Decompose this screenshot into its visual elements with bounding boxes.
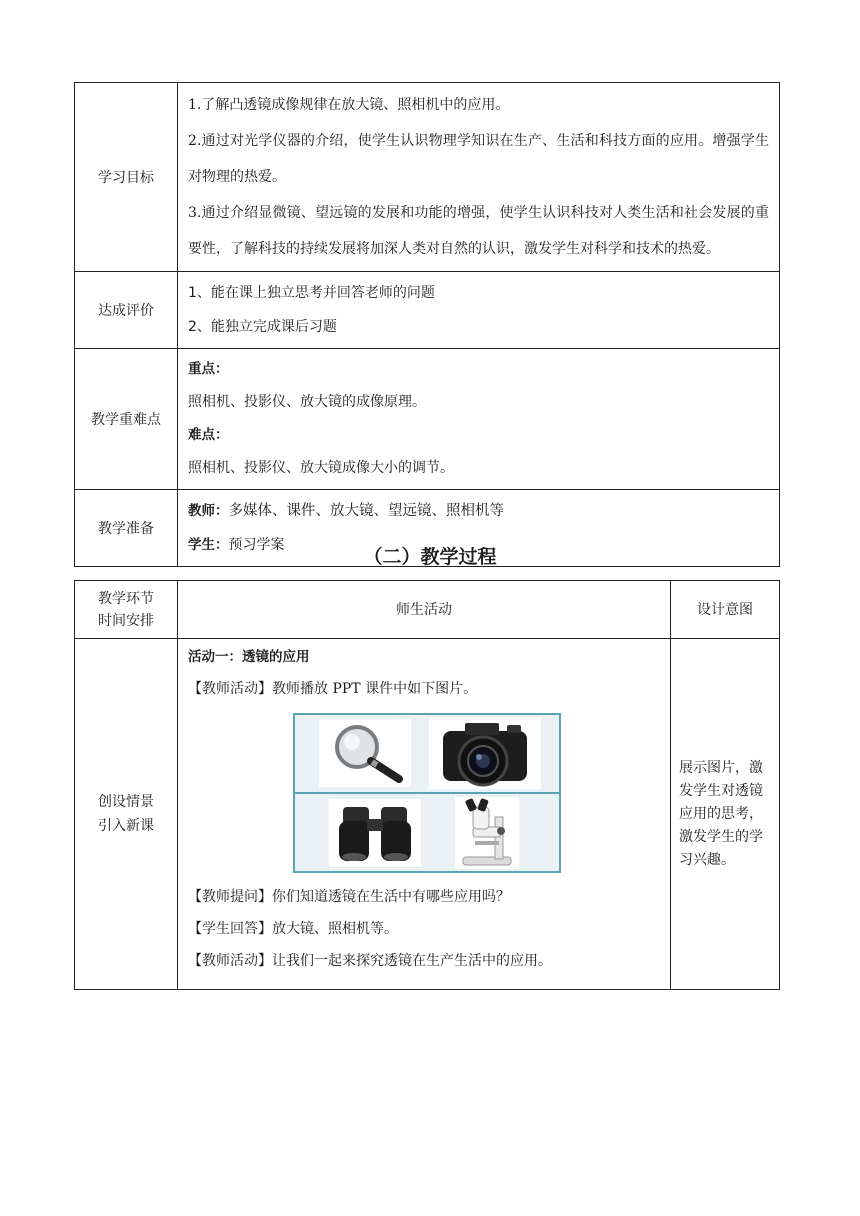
binoculars-icon — [329, 799, 421, 867]
teacher-title: 教师： — [188, 503, 229, 519]
stage-line1: 创设情景 — [98, 794, 154, 810]
key-points-label: 教学重难点 — [75, 349, 178, 490]
evaluation-item: 1、能在课上独立思考并回答老师的问题 — [188, 285, 435, 301]
activity-title: 活动一：透镜的应用 — [188, 649, 310, 665]
header-activity: 师生活动 — [178, 581, 671, 639]
intent-cell: 展示图片，激发学生对透镜应用的思考，激发学生的学习兴趣。 — [671, 639, 780, 990]
objectives-row — [75, 83, 780, 272]
evaluation-content — [178, 272, 780, 349]
activity-line: 【教师活动】让我们一起来探究透镜在生产生活中的应用。 — [188, 953, 552, 969]
microscope-icon — [455, 797, 519, 869]
activity-line: 【教师提问】你们知道透镜在生活中有哪些应用吗？ — [188, 889, 510, 905]
evaluation-label: 达成评价 — [75, 272, 178, 349]
activity-line: 【教师活动】教师播放 PPT 课件中如下图片。 — [188, 681, 478, 697]
process-header-row — [75, 581, 780, 639]
evaluation-item: 2、能独立完成课后习题 — [188, 319, 337, 335]
student-title: 学生： — [188, 537, 229, 553]
section-title: （二）教学过程 — [363, 546, 497, 568]
evaluation-row — [75, 272, 780, 349]
activity-cell — [178, 639, 671, 990]
activity-line: 【学生回答】放大镜、照相机等。 — [188, 921, 398, 937]
difficult-title: 难点： — [188, 427, 229, 443]
teacher-prep: 多媒体、课件、放大镜、望远镜、照相机等 — [228, 503, 504, 519]
objective-item: 3.通过介绍显微镜、望远镜的发展和功能的增强，使学生认识科技对人类生活和社会发展的重要性，了解科技的持续发展将加深人类对自然的认识，激发学生对科学和技术的热爱。 — [188, 205, 769, 257]
stage-cell — [75, 639, 178, 990]
important-text: 照相机、投影仪、放大镜的成像原理。 — [188, 394, 426, 410]
teaching-process-table — [74, 580, 780, 990]
objective-item: 2.通过对光学仪器的介绍，使学生认识物理学知识在生产、生活和科技方面的应用。增强学生对物理的热爱。 — [188, 133, 769, 185]
objectives-content — [178, 83, 780, 272]
header-intent: 设计意图 — [671, 581, 780, 639]
objective-item: 1.了解凸透镜成像规律在放大镜、照相机中的应用。 — [188, 97, 510, 113]
header-stage-line1: 教学环节 — [98, 590, 154, 607]
magnifying-glass-icon — [319, 719, 411, 787]
lesson-info-table — [74, 82, 780, 567]
preparation-label: 教学准备 — [75, 490, 178, 567]
objectives-label: 学习目标 — [75, 83, 178, 272]
key-points-row — [75, 349, 780, 490]
student-prep: 预习学案 — [228, 537, 285, 553]
process-row — [75, 639, 780, 990]
important-title: 重点： — [188, 361, 229, 377]
stage-line2: 引入新课 — [98, 818, 154, 834]
lens-applications-figure — [293, 713, 561, 873]
key-points-content — [178, 349, 780, 490]
header-stage — [75, 581, 178, 639]
camera-icon — [429, 717, 541, 789]
header-stage-line2: 时间安排 — [98, 612, 154, 629]
figure-divider — [295, 792, 559, 794]
difficult-text: 照相机、投影仪、放大镜成像大小的调节。 — [188, 460, 454, 476]
